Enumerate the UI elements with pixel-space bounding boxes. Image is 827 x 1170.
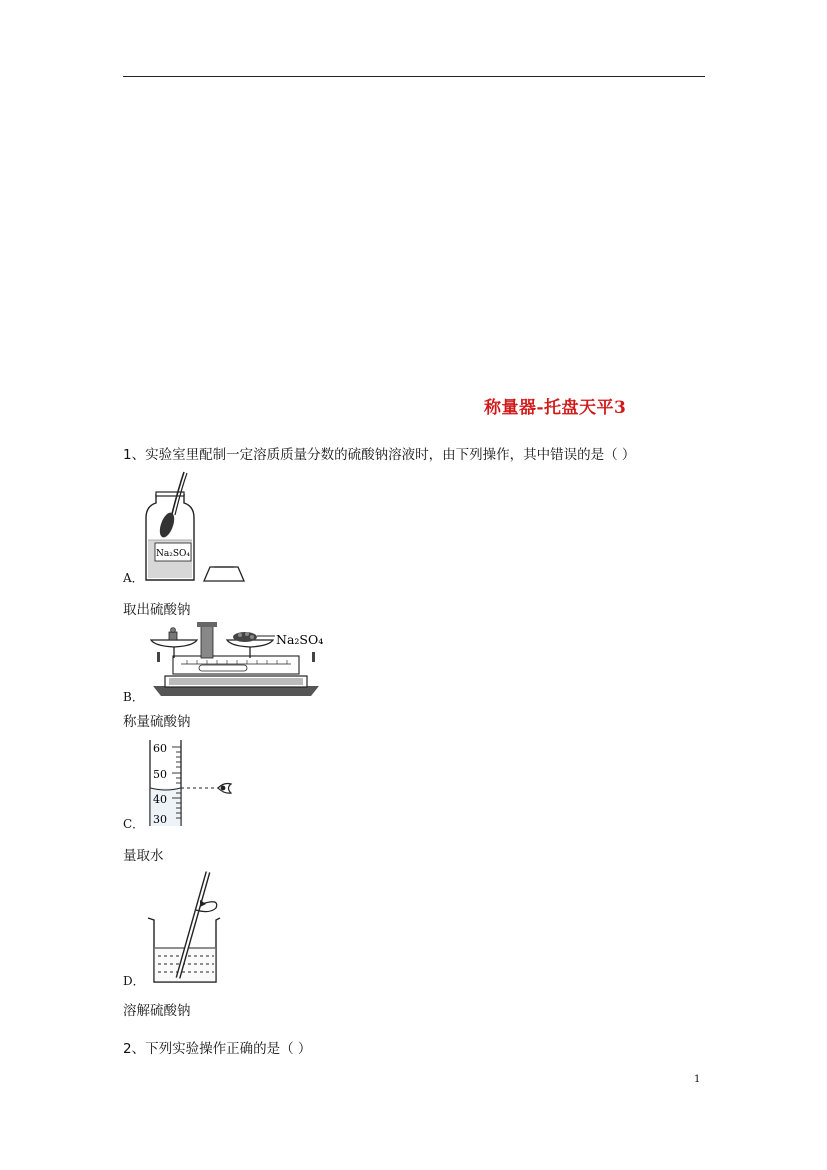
option-b-letter: B． (123, 690, 144, 704)
option-c-caption: 量取水 (123, 848, 164, 864)
graduated-cylinder-figure (146, 738, 236, 828)
eye-icon (218, 784, 231, 794)
page-title: 称量器-托盘天平3 (484, 398, 627, 418)
cylinder-tick-label: 40 (153, 793, 167, 806)
beaker-figure (144, 868, 236, 986)
option-d-letter: D． (123, 974, 145, 988)
option-a-letter: A． (123, 571, 144, 585)
option-a-caption: 取出硫酸钠 (123, 602, 191, 618)
cylinder-tick-label: 60 (153, 742, 167, 755)
option-d-caption: 溶解硫酸钠 (123, 1003, 191, 1019)
cylinder-tick-label: 30 (153, 813, 167, 826)
question-2-stem: 2、下列实验操作正确的是（ ） (123, 1041, 312, 1057)
option-c-letter: C． (123, 817, 145, 831)
reagent-bottle-figure (138, 470, 250, 584)
header-rule (123, 76, 705, 77)
page-number: 1 (694, 1074, 701, 1085)
question-1-stem: 1、实验室里配制一定溶质质量分数的硫酸钠溶液时，由下列操作，其中错误的是（ ） (123, 447, 636, 463)
cylinder-tick-label: 50 (153, 768, 167, 781)
tray-balance-figure (147, 620, 327, 700)
balance-label: Na₂SO₄ (276, 632, 324, 647)
option-b-caption: 称量硫酸钠 (123, 714, 191, 730)
bottle-label: Na₂SO₄ (155, 549, 191, 559)
